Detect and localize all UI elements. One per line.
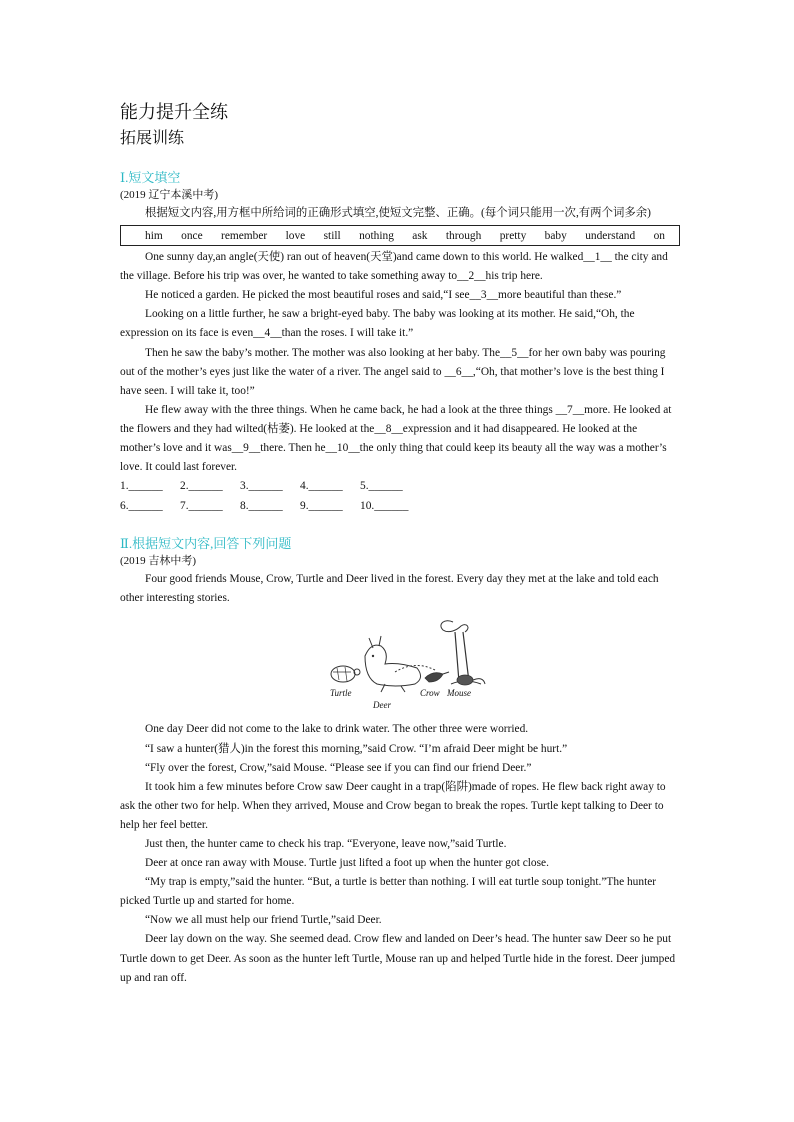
mouse-label: Mouse	[447, 688, 471, 699]
passage1-paragraph: One sunny day,an angle(天使) ran out of heaven(天堂)and came down to this world. He walked__1__ the city and the village. Before his trip was over, he wanted to take something away to__2__his trip here.	[120, 251, 668, 283]
word-bank-item: on	[653, 230, 665, 243]
deer-label: Deer	[373, 700, 391, 711]
passage2-paragraph: Deer lay down on the way. She seemed dead. Crow flew and landed on Deer’s head. The hunter saw Deer so he put Turtle down to get Deer. As soon as the hunter left Turtle, Mouse ran up and helped Turtle hide in the forest. Deer jumped up and ran off.	[120, 933, 676, 984]
animals-drawing	[325, 612, 505, 707]
answer-blank[interactable]: 7.______	[180, 499, 223, 512]
answer-blank[interactable]: 9.______	[300, 499, 343, 512]
word-bank-item: understand	[585, 230, 636, 243]
answer-blank[interactable]: 1.______	[120, 480, 163, 493]
word-bank-item: ask	[412, 230, 428, 243]
passage1-paragraph: Looking on a little further, he saw a bright-eyed baby. The baby was looking at its mother. He said,“Oh, the expression on its face is even__4__than the roses. I will take it.”	[120, 308, 635, 340]
passage2-intro: Four good friends Mouse, Crow, Turtle and Deer lived in the forest. Every day they met at the lake and told each other interesting stories.	[120, 573, 659, 605]
passage2-paragraph: “Fly over the forest, Crow,”said Mouse. “Please see if you can find our friend Deer.”	[145, 761, 532, 774]
passage1-paragraph: Then he saw the baby’s mother. The mother was also looking at her baby. The__5__for her own baby was pouring out of the mother’s eyes just like the water of a river. The angel said to __6__,“Oh, that mother’s love is the best thing I have seen. I will take it, too!”	[120, 346, 666, 397]
word-bank-item: love	[285, 230, 306, 243]
word-bank-item: still	[323, 230, 341, 243]
passage2-paragraph: “My trap is empty,”said the hunter. “But, a turtle is better than nothing. I will eat turtle soup tonight.”The hunter picked Turtle up and started for home.	[120, 876, 657, 908]
answer-blank[interactable]: 5.______	[360, 480, 403, 493]
word-bank-item: baby	[544, 230, 567, 243]
animals-illustration	[120, 612, 680, 714]
section2-heading: Ⅱ.根据短文内容,回答下列问题	[120, 536, 292, 552]
word-bank-item: through	[445, 230, 482, 243]
passage2-paragraph: It took him a few minutes before Crow saw Deer caught in a trap(陷阱)made of ropes. He flew back right away to ask the other two for help. When they arrived, Mouse and Crow began to break the ropes. Turtle kept talking to Deer to help her feel better.	[120, 780, 666, 831]
passage2-paragraph: “I saw a hunter(猎人)in the forest this morning,”said Crow. “I’m afraid Deer might be hurt.”	[145, 742, 568, 755]
section2-source: (2019 吉林中考)	[120, 555, 197, 568]
passage2-paragraph: “Now we all must help our friend Turtle,”said Deer.	[145, 914, 382, 927]
passage1-paragraph: He flew away with the three things. When he came back, he had a look at the three things __7__more. He looked at the flowers and they had wilted(枯萎). He looked at the__8__expression and it had disappeared. He looked at the mother’s love and it was__9__there. Then he__10__the only thing that could keep its beauty all the way was a mother’s love. It could last forever.	[120, 403, 672, 474]
word-bank-item: nothing	[359, 230, 394, 243]
crow-label: Crow	[420, 688, 440, 699]
answer-blank[interactable]: 8.______	[240, 499, 283, 512]
word-bank-item: him	[145, 230, 163, 243]
word-bank-item: pretty	[499, 230, 527, 243]
page-subtitle: 拓展训练	[120, 130, 185, 147]
answer-row-2	[120, 497, 680, 517]
word-bank-box	[120, 225, 680, 246]
passage2-paragraph: Deer at once ran away with Mouse. Turtle just lifted a foot up when the hunter got close.	[145, 857, 549, 870]
passage1-paragraph: He noticed a garden. He picked the most beautiful roses and said,“I see__3__more beautiful than these.”	[145, 289, 622, 302]
answer-row-1	[120, 477, 680, 497]
answer-blank[interactable]: 6.______	[120, 499, 163, 512]
turtle-label: Turtle	[330, 688, 352, 699]
section1-source: (2019 辽宁本溪中考)	[120, 189, 219, 201]
answer-blank[interactable]: 4.______	[300, 480, 343, 493]
section1-heading: Ⅰ.短文填空	[120, 170, 181, 185]
worksheet-page	[120, 100, 680, 988]
answer-blank[interactable]: 10.______	[360, 499, 409, 512]
page-title: 能力提升全练	[120, 102, 228, 122]
passage2-paragraph: One day Deer did not come to the lake to drink water. The other three were worried.	[145, 723, 529, 736]
word-bank-item: remember	[221, 230, 268, 243]
passage2-paragraph: Just then, the hunter came to check his trap. “Everyone, leave now,”said Turtle.	[145, 837, 507, 850]
section1-instruction: 根据短文内容,用方框中所给词的正确形式填空,使短文完整、正确。(每个词只能用一次,有两个词多余)	[145, 207, 651, 219]
word-bank-item: once	[181, 230, 203, 243]
answer-blank[interactable]: 3.______	[240, 480, 283, 493]
answer-blank[interactable]: 2.______	[180, 480, 223, 493]
